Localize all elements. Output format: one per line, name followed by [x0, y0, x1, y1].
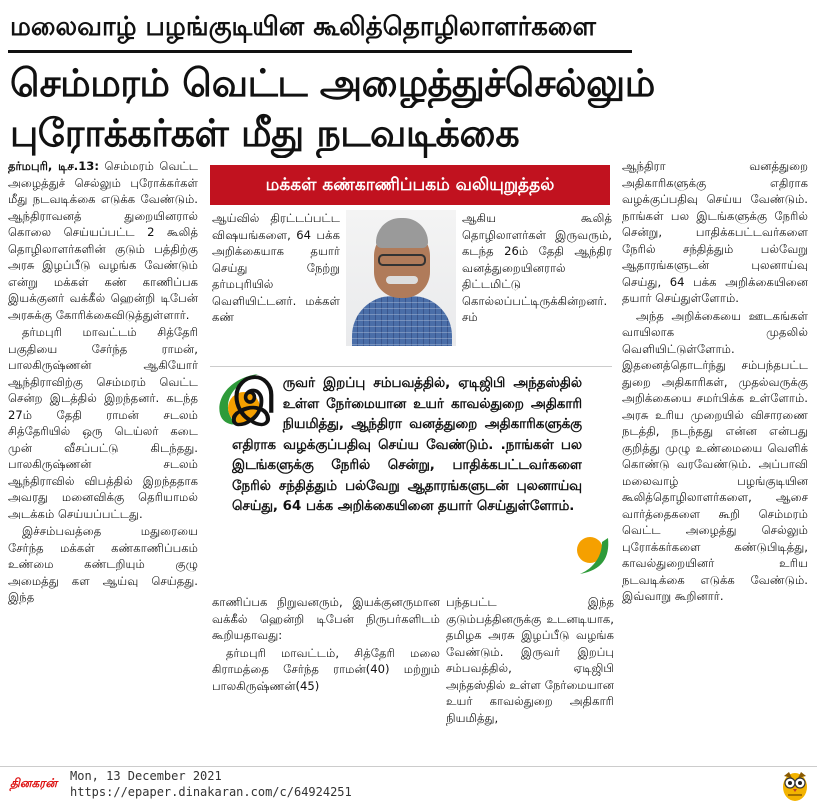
- article-paragraph: ஆய்வில் திரட்டப்பட்ட விஷயங்களை, 64 பக்க அறிக்கையாக தயார் செய்து நேற்று தர்மபுரியில் வெளியிட்டனர். மக்கள் கண்: [212, 211, 340, 324]
- article-paragraph: தர்மபுரி மாவட்டம், சித்தேரி மலை கிராமத்தை சேர்ந்த ராமன்(40) மற்றும் பாலகிருஷ்ணன்(45): [212, 645, 440, 693]
- article-paragraph: ஆந்திரா வனத்துறை அதிகாரிகளுக்கு எதிராக வழக்குப்பதிவு செய்ய வேண்டும். நாங்கள் பல இடங்களுக்கு நேரில் சென்று, பாதிக்கபட்டவர்களை நேரில் சந்தித்தும் பல்வேறு ஆதாரங்களுடன் புலனாய்வு செய்து, 64 பக்க அறிக்கையினை தயார் செய்துள்ளோம்.: [622, 159, 808, 305]
- headline-line-1: செம்மரம் வெட்ட அழைத்துச்செல்லும்: [10, 61, 655, 105]
- photo-glasses: [378, 254, 426, 266]
- pull-quote-text: [232, 374, 582, 584]
- article-paragraph: ஆகிய கூலித் தொழிலாளர்கள் இருவரும், கடந்த 26ம் தேதி ஆந்திர வனத்துறையினரால் திட்டமிட்டு கொல்லப்பட்டிருக்கின்றனர். சம்: [462, 211, 612, 324]
- article-column-left: [8, 158, 198, 766]
- pull-quote-rest: ஆந்திரா வனத்துறை அதிகாரிகளுக்கு எதிராக வழக்குப்பதிவு செய்ய வேண்டும். .நாங்கள் பல இடங்களுக்கு நேரில் சென்று, பாதிக்கபட்டவர்களை நேரில் சந்தித்தும் பல்வேறு ஆதாரங்களுடன் புலனாய்வு செய்து, 64 பக்க அறிக்கையினை தயார் செய்துள்ளோம்.: [232, 417, 582, 514]
- photo-shirt-pattern: [352, 296, 452, 346]
- footer-url[interactable]: https://epaper.dinakaran.com/c/64924251: [70, 785, 352, 799]
- article-paragraph: தர்மபுரி மாவட்டம் சித்தேரி பகுதியை சேர்ந்த ராமன், பாலகிருஷ்ணன் ஆகியோர் ஆந்திராவிற்கு செம்மரம் வெட்ட சென்ற இடத்தில் இறந்தனர். கடந்த 27ம் தேதி ராமன் சடலம் சித்தேரியில் ஒரு டெய்லர் கடை முன் வீசப்பட்டு கிடந்தது. பாலகிருஷ்ணன் சடலம் ஆந்திராவில் விபத்தில் இறந்ததாக அவரது மனைவிக்கு தெரியாமல் அடக்கம் செய்யப்பட்டது.: [8, 325, 198, 521]
- quote-close-icon: [574, 532, 612, 576]
- article-column-mid-left: [212, 210, 340, 370]
- photo-hair: [376, 218, 428, 248]
- pull-quote-first: ருவர் இறப்பு சம்பவத்தில், ஏடிஜிபி அந்தஸ்தில் உள்ள நேர்மையான உயர் காவல்துறை அதிகாரி நியமித்து,: [282, 376, 582, 432]
- article-paragraph: பந்தபட்ட இந்த குடும்பத்தினருக்கு உடனடியாக, தமிழக அரசு இழப்பீடு வழங்க வேண்டும். இருவர் இறப்பு சம்பவத்தில், ஏடிஜிபி அந்தஸ்தில் உள்ள நேர்மையான உயர் காவல்துறை அதிகாரி நியமித்து,: [446, 595, 614, 725]
- article-paragraph: தர்மபுரி, டிச.13: செம்மரம் வெட்ட அழைத்துச் செல்லும் புரோக்கர்கள் மீது நடவடிக்கை எடுக்க வேண்டும். ஆந்திராவனத் துறையினரால் கொலை செய்யப்பட்ட 2 கூலித் தொழிலாளர்களின் குடும் பத்திற்கு அரசு இழப்பீடு வழங்க வேண்டும் என்று மக்கள் கண் காணிப்பக இயக்குனர் வக்கீல் ஹென்றி டிபேன் அரசுக்கு கோரிக்கைவிடுத்துள்ளார்.: [8, 159, 198, 322]
- article-column-mid-right: [462, 210, 612, 370]
- headline-line-2: புரோக்கர்கள் மீது நடவடிக்கை: [10, 111, 520, 155]
- kicker-divider: [8, 50, 632, 53]
- owl-icon[interactable]: [780, 768, 810, 802]
- article-paragraph: காணிப்பக நிறுவனரும், இயக்குனருமான வக்கீல் ஹென்றி டிபேன் நிருபர்களிடம் கூறியதாவது:: [212, 595, 440, 642]
- article-column-bottom-1: [212, 594, 440, 766]
- footer-date: Mon, 13 December 2021: [70, 769, 222, 783]
- pull-quote-dropcap: இ: [232, 374, 277, 423]
- portrait-photo: [346, 210, 456, 346]
- article-column-right: [622, 158, 808, 766]
- footer-divider: [0, 766, 817, 767]
- article-paragraph: இச்சம்பவத்தை மதுரையை சேர்ந்த மக்கள் கண்காணிப்பகம் உண்மை கண்டறியும் குழு அமைத்து கள ஆய்வு செய்தது. இந்த: [8, 524, 198, 604]
- article-column-bottom-2: [446, 594, 614, 766]
- dinakaran-logo: தினகரன்: [10, 776, 57, 790]
- article-paragraph: அந்த அறிக்கையை ஊடகங்கள் வாயிலாக முதலில் வெளியிட்டுள்ளோம். இதனைத்தொடர்ந்து சம்பந்தபட்ட துறை அதிகாரிகள், முதல்வருக்கு அறிக்கையை சமர்பிக்க உள்ளோம். அரசு உரிய முறையில் விசாரணை நடத்தி, நடந்தது என்ன என்பது குறித்து முழு உண்மையை வெளிக் கொண்டு வரவேண்டும். அப்பாவி மலைவாழ் பழங்குடியின கூலித்தொழிலாளர்களை, ஆசை வார்த்தைகளை கூறி செம்மரம் வெட்ட அழைத்து செல்லும் புரோக்கர்களை கண்டுபிடித்து, காவல்துறையினர் உரிய நடவடிக்கை எடுக்க வேண்டும். இவ்வாறு கூறினார்.: [622, 308, 808, 603]
- headline: [10, 58, 800, 158]
- kicker-line: மலைவாழ் பழங்குடியின கூலித்தொழிலாளர்களை: [10, 12, 596, 42]
- dateline: தர்மபுரி, டிச.13:: [8, 159, 99, 173]
- subhead-banner: மக்கள் கண்காணிப்பகம் வலியுறுத்தல்: [210, 165, 610, 205]
- photo-moustache: [386, 276, 418, 284]
